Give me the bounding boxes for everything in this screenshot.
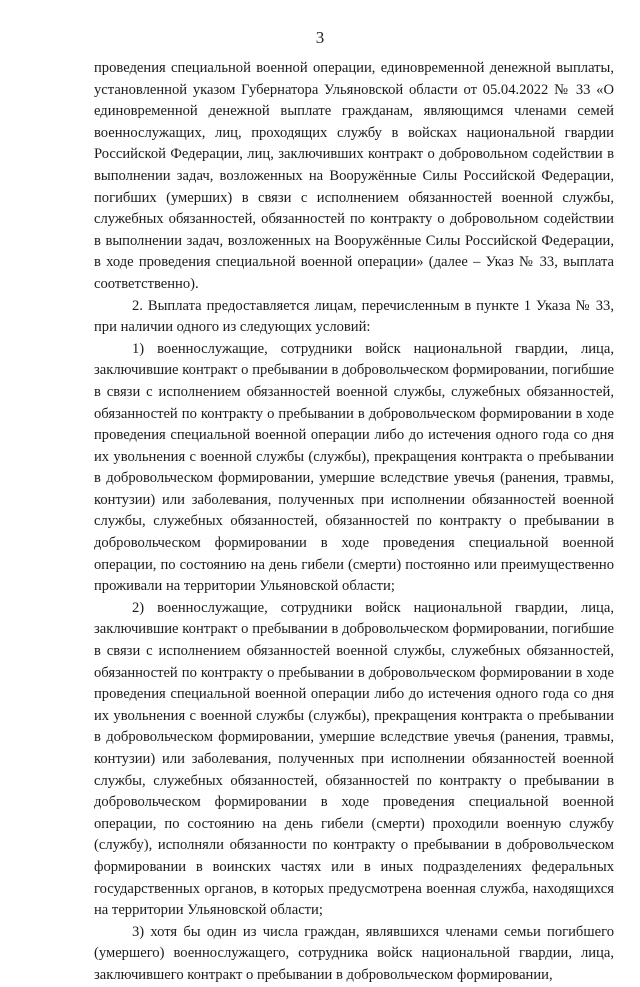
document-body [94, 58, 614, 987]
page-number: 3 [315, 28, 325, 47]
paragraph-intro-continuation: проведения специальной военной операции, единовременной денежной выплаты, установленной указом Губернатора Ульяновской области от 05.04.2022 № 33 «О единовременной денежной выплате гражданам, являющимся членами семей военнослужащих, лиц, проходящих службу в войсках национальной гвардии Российской Федерации, лиц, заключивших контракт о добровольном содействии в выполнении задач, возложенных на Вооружённые Силы Российской Федерации, погибших (умерших) в связи с исполнением обязанностей военной службы, служебных обязанностей, обязанностей по контракту о добровольном содействии в выполнении задач, возложенных на Вооружённые Силы Российской Федерации, в ходе проведения специальной военной операции» (далее – Указ № 33, выплата соответственно). [94, 60, 614, 292]
paragraph-item-2: 2. Выплата предоставляется лицам, перечисленным в пункте 1 Указа № 33, при наличии одного из следующих условий: [94, 297, 614, 336]
paragraph-condition-3: 3) хотя бы один из числа граждан, являвшихся членами семьи погибшего (умершего) военнослужащего, сотрудника войск национальной гвардии, лица, заключившего контракт о пребывании в добровольческом формировании, [94, 923, 614, 983]
paragraph-condition-1: 1) военнослужащие, сотрудники войск национальной гвардии, лица, заключившие контракт о пребывании в добровольческом формировании, погибшие в связи с исполнением обязанностей военной службы, служебных обязанностей, обязанностей по контракту о пребывании в добровольческом формировании в ходе проведения специальной военной операции либо до истечения одного года со дня их увольнения с военной службы (службы), прекращения контракта о пребывании в добровольческом формировании, умершие вследствие увечья (ранения, травмы, контузии) или заболевания, полученных при исполнении обязанностей военной службы, служебных обязанностей, обязанностей по контракту о пребывании в добровольческом формировании в ходе проведения специальной военной операции, по состоянию на день гибели (смерти) постоянно или преимущественно проживали на территории Ульяновской области; [94, 340, 614, 595]
paragraph-condition-2: 2) военнослужащие, сотрудники войск национальной гвардии, лица, заключившие контракт о пребывании в добровольческом формировании, погибшие в связи с исполнением обязанностей военной службы, служебных обязанностей, обязанностей по контракту о пребывании в добровольческом формировании в ходе проведения специальной военной операции либо до истечения одного года со дня их увольнения с военной службы (службы), прекращения контракта о пребывании в добровольческом формировании, умершие вследствие увечья (ранения, травмы, контузии) или заболевания, полученных при исполнении обязанностей военной службы, служебных обязанностей, обязанностей по контракту о пребывании в добровольческом формировании в ходе проведения специальной военной операции, по состоянию на день гибели (смерти) проходили военную службу (службу), исполняли обязанности по контракту о пребывании в добровольческом формировании в воинских частях или в иных подразделениях федеральных государственных органов, в которых предусмотрена военная служба, находящихся на территории Ульяновской области; [94, 599, 614, 919]
